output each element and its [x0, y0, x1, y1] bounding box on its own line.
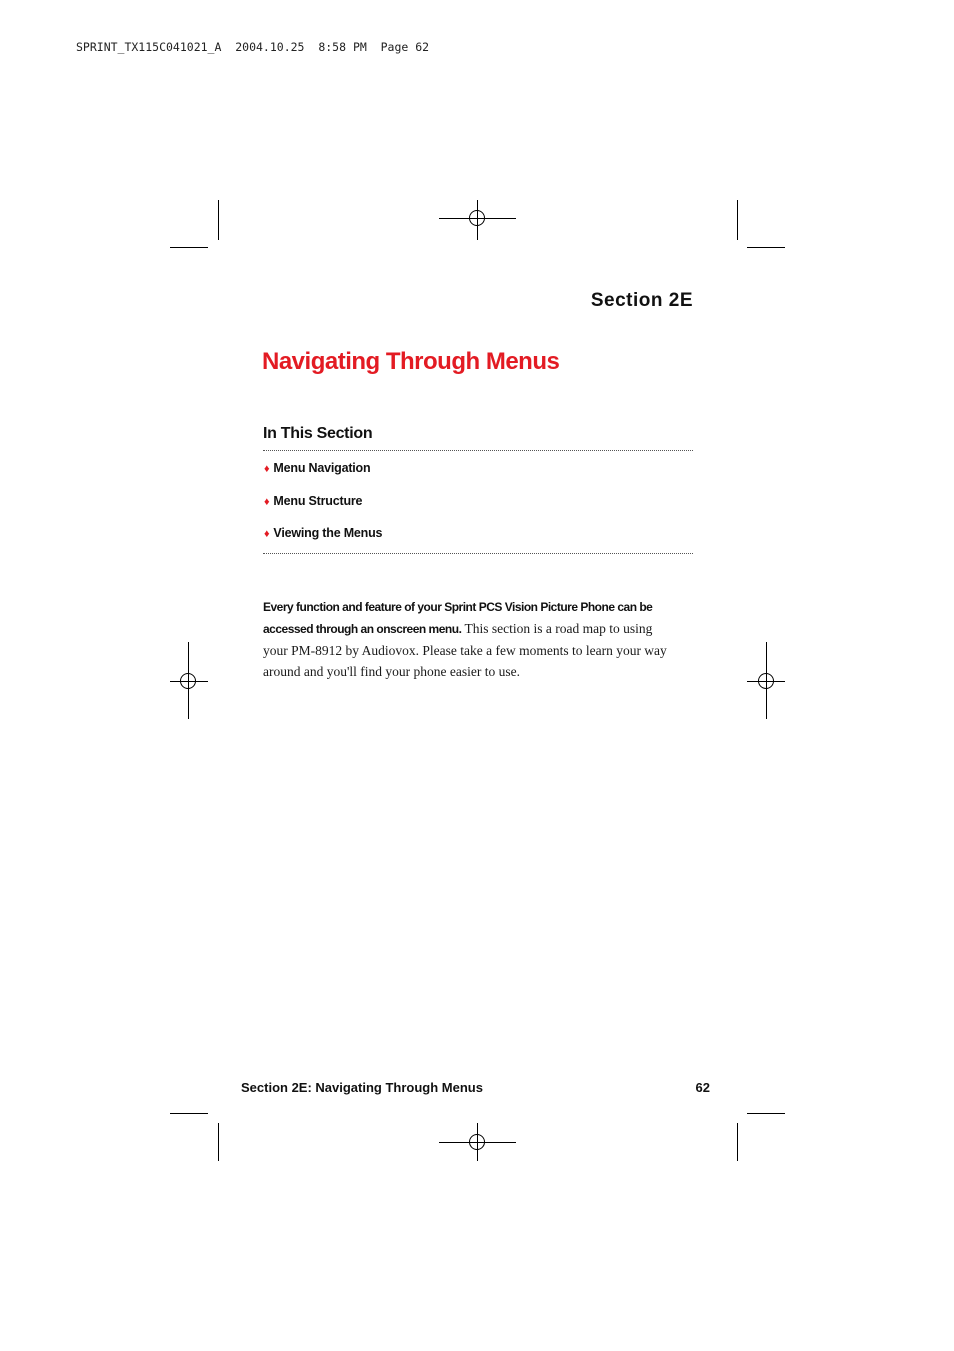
- crop-mark-top-right-horizontal: [747, 247, 785, 248]
- registration-right-circle: [758, 673, 774, 689]
- intro-lead: Every function and feature of your Sprint PCS Vision Picture Phone can be accessed through an onscreen menu.: [263, 600, 653, 636]
- toc-top-divider: [263, 450, 693, 451]
- toc-item-label: Menu Structure: [273, 494, 363, 508]
- diamond-bullet-icon: ♦: [264, 528, 270, 540]
- intro-body: This section is a road map to using your PM-8912 by Audiovox. Please take a few moments to learn your way around and you'll find your phone easier to use.: [263, 621, 667, 679]
- toc-item-menu-navigation: [264, 461, 370, 475]
- registration-top-circle: [469, 210, 485, 226]
- page-title: Navigating Through Menus: [262, 348, 560, 375]
- intro-paragraph: [263, 596, 673, 682]
- crop-mark-top-left-horizontal: [170, 247, 208, 248]
- toc-item-viewing-the-menus: [264, 526, 382, 540]
- section-label: Section 2E: [590, 290, 693, 311]
- diamond-bullet-icon: ♦: [264, 496, 270, 508]
- toc-heading: In This Section: [263, 425, 373, 442]
- registration-bottom-circle: [469, 1134, 485, 1150]
- crop-mark-bottom-left-vertical: [218, 1123, 219, 1161]
- crop-mark-top-right-vertical: [737, 200, 738, 240]
- footer-page-number: 62: [695, 1080, 710, 1095]
- diamond-bullet-icon: ♦: [264, 463, 270, 475]
- toc-item-label: Menu Navigation: [273, 461, 371, 475]
- toc-bottom-divider: [263, 553, 693, 554]
- crop-mark-bottom-left-horizontal: [170, 1113, 208, 1114]
- print-slug: SPRINT_TX115C041021_A 2004.10.25 8:58 PM Page 62: [76, 40, 430, 54]
- toc-item-label: Viewing the Menus: [273, 526, 383, 540]
- crop-mark-bottom-right-horizontal: [747, 1113, 785, 1114]
- registration-left-circle: [180, 673, 196, 689]
- crop-mark-bottom-right-vertical: [737, 1123, 738, 1161]
- toc-item-menu-structure: [264, 494, 362, 508]
- footer-section-title: Section 2E: Navigating Through Menus: [241, 1080, 483, 1095]
- crop-mark-top-left-vertical: [218, 200, 219, 240]
